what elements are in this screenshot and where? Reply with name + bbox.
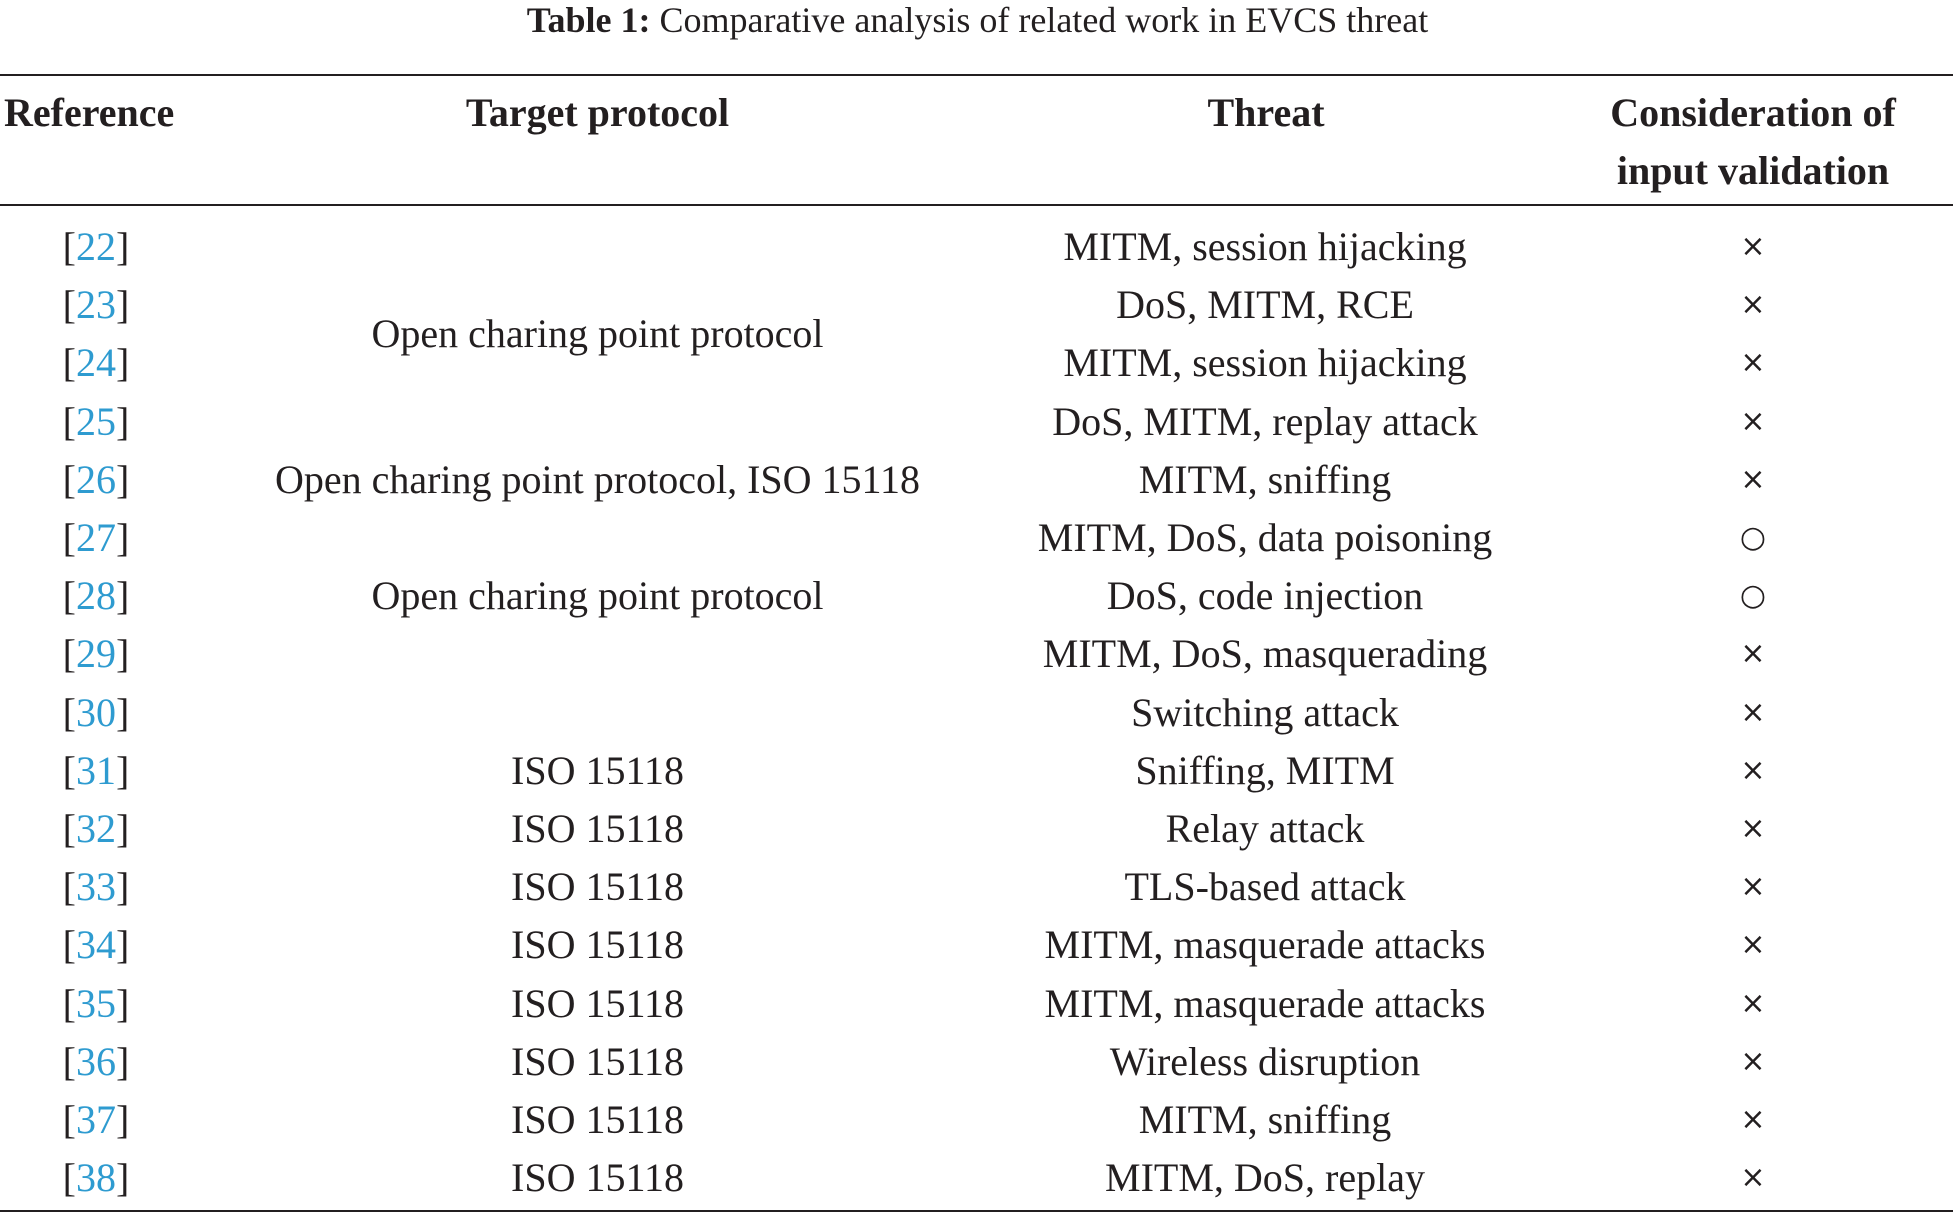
threat-cell: Sniffing, MITM	[1135, 747, 1395, 793]
bracket-close: ]	[116, 456, 130, 502]
threat-cell: DoS, MITM, RCE	[1116, 282, 1414, 328]
reference-cell	[0, 625, 192, 683]
bracket-open: [	[62, 340, 76, 386]
target-protocol-cell: ISO 15118	[511, 806, 684, 851]
bracket-close: ]	[116, 515, 130, 560]
threat-cell: MITM, DoS, data poisoning	[1037, 515, 1493, 560]
reference-link[interactable]: 27	[76, 515, 116, 560]
reference-link[interactable]: 31	[76, 747, 116, 793]
reference-link[interactable]: 33	[76, 864, 116, 910]
bracket-close: ]	[116, 1097, 130, 1142]
bracket-open: [	[62, 747, 76, 793]
bracket-open: [	[62, 980, 76, 1026]
table-bottom-rule	[0, 1210, 1953, 1212]
bracket-open: [	[62, 1155, 76, 1201]
table-top-rule	[0, 74, 1953, 76]
bracket-close: ]	[116, 864, 130, 910]
bracket-close: ]	[116, 340, 130, 386]
input-validation-mark: ×	[1740, 985, 1766, 1021]
bracket-open: [	[62, 631, 76, 677]
table-caption	[0, 0, 1955, 44]
input-validation-mark: ×	[1740, 229, 1766, 264]
threat-cell: MITM, masquerade attacks	[1044, 922, 1486, 968]
reference-cell	[0, 975, 192, 1033]
bracket-close: ]	[116, 1155, 130, 1201]
reference-cell	[0, 393, 192, 451]
header-input-validation	[1553, 84, 1953, 200]
reference-link[interactable]: 22	[76, 224, 116, 269]
input-validation-mark: ×	[1740, 694, 1766, 730]
threat-cell: Relay attack	[1165, 806, 1365, 851]
reference-link[interactable]: 29	[76, 631, 116, 677]
bracket-close: ]	[116, 747, 130, 793]
bracket-open: [	[62, 398, 76, 444]
threat-cell: TLS-based attack	[1124, 864, 1406, 910]
bracket-open: [	[62, 1038, 76, 1084]
threat-cell: MITM, session hijacking	[1063, 224, 1467, 269]
bracket-open: [	[62, 1097, 76, 1142]
reference-link[interactable]: 26	[76, 456, 116, 502]
reference-link[interactable]: 34	[76, 922, 116, 968]
reference-link[interactable]: 36	[76, 1038, 116, 1084]
reference-cell	[0, 742, 192, 800]
input-validation-mark: ○	[1739, 578, 1767, 614]
input-validation-mark: ×	[1740, 811, 1766, 846]
threat-cell: MITM, DoS, masquerading	[1042, 631, 1488, 677]
input-validation-mark: ×	[1740, 752, 1766, 788]
table-header-rule	[0, 204, 1953, 206]
target-protocol-cell: ISO 15118	[511, 1155, 684, 1201]
input-validation-mark: ×	[1740, 345, 1766, 381]
bracket-open: [	[62, 922, 76, 968]
header-validation-line2: input validation	[1616, 148, 1890, 193]
bracket-close: ]	[116, 631, 130, 677]
threat-cell: DoS, code injection	[1106, 573, 1424, 619]
reference-cell	[0, 567, 192, 625]
reference-cell	[0, 276, 192, 334]
bracket-open: [	[62, 806, 76, 851]
reference-cell	[0, 451, 192, 509]
threat-cell: MITM, DoS, replay	[1105, 1155, 1425, 1201]
reference-cell	[0, 1091, 192, 1149]
target-protocol-cell: ISO 15118	[511, 980, 684, 1026]
threat-cell: DoS, MITM, replay attack	[1052, 398, 1478, 444]
target-protocol-cell: Open charing point protocol, ISO 15118	[274, 456, 921, 502]
bracket-close: ]	[116, 980, 130, 1026]
input-validation-mark: ×	[1740, 1043, 1766, 1079]
input-validation-mark: ×	[1740, 636, 1766, 672]
reference-link[interactable]: 24	[76, 340, 116, 386]
bracket-close: ]	[116, 282, 130, 328]
threat-cell: MITM, masquerade attacks	[1044, 980, 1486, 1026]
caption-text: Comparative analysis of related work in EVCS threat	[659, 0, 1429, 40]
caption-label: Table 1:	[526, 0, 651, 40]
input-validation-mark: ○	[1739, 520, 1767, 555]
bracket-close: ]	[116, 689, 130, 735]
header-threat: Threat	[1207, 90, 1325, 135]
header-reference: Reference	[4, 90, 175, 135]
reference-link[interactable]: 37	[76, 1097, 116, 1142]
threat-cell: Switching attack	[1131, 689, 1399, 735]
reference-cell	[0, 1149, 192, 1207]
bracket-open: [	[62, 456, 76, 502]
target-protocol-cell: Open charing point protocol	[371, 573, 824, 619]
input-validation-mark: ×	[1740, 1102, 1766, 1137]
input-validation-mark: ×	[1740, 869, 1766, 905]
reference-link[interactable]: 25	[76, 398, 116, 444]
input-validation-mark: ×	[1740, 1160, 1766, 1196]
target-protocol-cell: ISO 15118	[511, 1097, 684, 1142]
reference-cell	[0, 684, 192, 742]
reference-link[interactable]: 35	[76, 980, 116, 1026]
target-protocol-cell: Open charing point protocol	[371, 311, 824, 357]
bracket-open: [	[62, 864, 76, 910]
reference-cell	[0, 858, 192, 916]
header-target-protocol: Target protocol	[465, 90, 730, 135]
threat-cell: MITM, session hijacking	[1063, 340, 1467, 386]
input-validation-mark: ×	[1740, 461, 1766, 497]
reference-link[interactable]: 38	[76, 1155, 116, 1201]
reference-cell	[0, 1033, 192, 1091]
reference-cell	[0, 916, 192, 974]
input-validation-mark: ×	[1740, 287, 1766, 323]
reference-cell	[0, 334, 192, 392]
bracket-close: ]	[116, 922, 130, 968]
threat-cell: MITM, sniffing	[1138, 1097, 1392, 1142]
input-validation-mark: ×	[1740, 927, 1766, 963]
reference-link[interactable]: 32	[76, 806, 116, 851]
bracket-open: [	[62, 282, 76, 328]
bracket-close: ]	[116, 224, 130, 269]
target-protocol-cell: ISO 15118	[511, 747, 684, 793]
target-protocol-cell: ISO 15118	[511, 1038, 684, 1084]
reference-cell	[0, 800, 192, 858]
bracket-close: ]	[116, 398, 130, 444]
header-validation-line1: Consideration of	[1610, 90, 1896, 135]
bracket-open: [	[62, 515, 76, 560]
threat-cell: MITM, sniffing	[1138, 456, 1392, 502]
target-protocol-cell: ISO 15118	[511, 922, 684, 968]
reference-link[interactable]: 28	[76, 573, 116, 619]
reference-link[interactable]: 23	[76, 282, 116, 328]
reference-link[interactable]: 30	[76, 689, 116, 735]
reference-cell	[0, 218, 192, 276]
threat-cell: Wireless disruption	[1109, 1038, 1421, 1084]
bracket-open: [	[62, 573, 76, 619]
target-protocol-cell: ISO 15118	[511, 864, 684, 910]
bracket-open: [	[62, 689, 76, 735]
bracket-open: [	[62, 224, 76, 269]
input-validation-mark: ×	[1740, 403, 1766, 439]
reference-cell	[0, 509, 192, 567]
bracket-close: ]	[116, 806, 130, 851]
bracket-close: ]	[116, 1038, 130, 1084]
bracket-close: ]	[116, 573, 130, 619]
